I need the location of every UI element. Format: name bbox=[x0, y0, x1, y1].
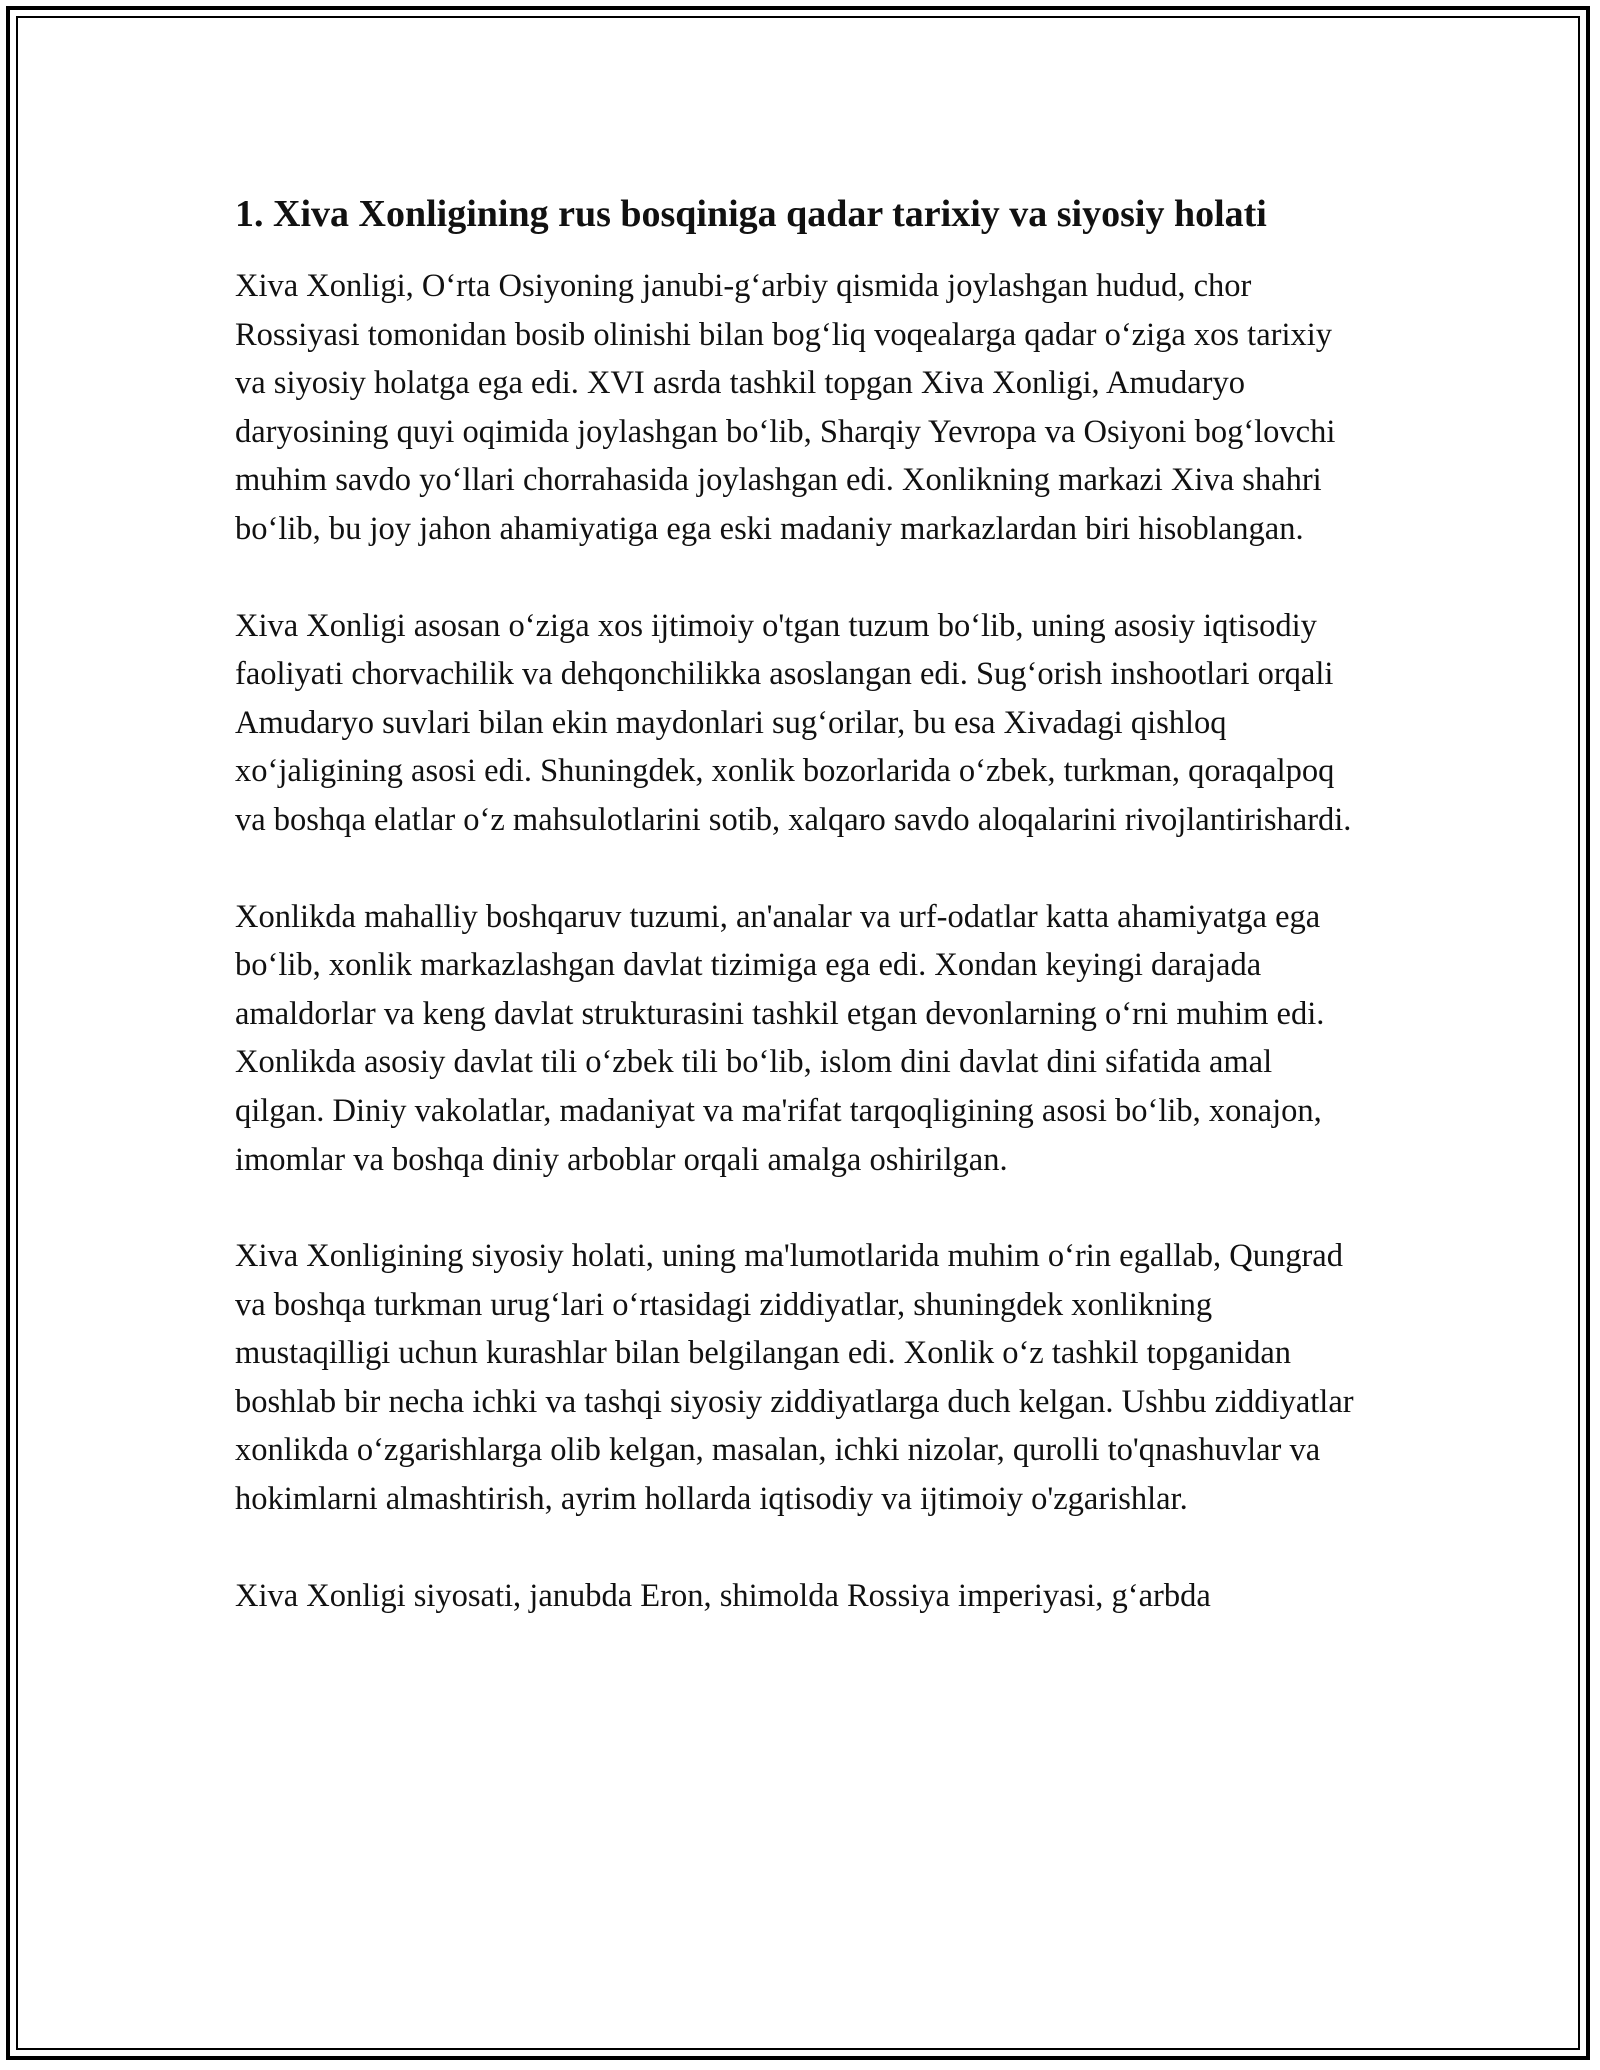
document-body bbox=[235, 182, 1365, 1668]
paragraph-3: Xonlikda mahalliy boshqaruv tuzumi, an'analar va urf-odatlar katta ahamiyatga ega bo‘lib, xonlik markazlashgan davlat tizimiga ega edi. Xondan keyingi darajada amaldorlar va keng davlat strukturasini tashkil etgan devonlarning o‘rni muhim edi. Xonlikda asosiy davlat tili o‘zbek tili bo‘lib, islom dini davlat dini sifatida amal qilgan. Diniy vakolatlar, madaniyat va ma'rifat tarqoqligining asosi bo‘lib, xonajon, imomlar va boshqa diniy arboblar orqali amalga oshirilgan. bbox=[235, 898, 1325, 1178]
paragraph-1: Xiva Xonligi, O‘rta Osiyoning janubi-g‘arbiy qismida joylashgan hudud, chor Rossiyasi tomonidan bosib olinishi bilan bog‘liq voqealarga qadar o‘ziga xos tarixiy va siyosiy holatga ega edi. XVI asrda tashkil topgan Xiva Xonligi, Amudaryo daryosining quyi oqimida joylashgan bo‘lib, Sharqiy Yevropa va Osiyoni bog‘lovchi muhim savdo yo‘llari chorrahasida joylashgan edi. Xonlikning markazi Xiva shahri bo‘lib, bu joy jahon ahamiyatiga ega eski madaniy markazlardan biri hisoblangan. bbox=[235, 268, 1336, 547]
paragraph-2: Xiva Xonligi asosan o‘ziga xos ijtimoiy o'tgan tuzum bo‘lib, uning asosiy iqtisodiy faoliyati chorvachilik va dehqonchilikka asoslangan edi. Sug‘orish inshootlari orqali Amudaryo suvlari bilan ekin maydonlari sug‘orilar, bu esa Xivadagi qishloq xo‘jaligining asosi edi. Shuningdek, xonlik bozorlarida o‘zbek, turkman, qoraqalpoq va boshqa elatlar o‘z mahsulotlarini sotib, xalqaro savdo aloqalarini rivojlantirishardi. bbox=[235, 607, 1352, 838]
section-heading: 1. Xiva Xonligining rus bosqiniga qadar tarixiy va siyosiy holati bbox=[235, 193, 1267, 235]
paragraph-4: Xiva Xonligining siyosiy holati, uning ma'lumotlarida muhim o‘rin egallab, Qungrad va boshqa turkman urug‘lari o‘rtasidagi ziddiyatlar, shuningdek xonlikning mustaqilligi uchun kurashlar bilan belgilangan edi. Xonlik o‘z tashkil topganidan boshlab bir necha ichki va tashqi siyosiy ziddiyatlarga duch kelgan. Ushbu ziddiyatlar xonlikda o‘zgarishlarga olib kelgan, masalan, ichki nizolar, qurolli to'qnashuvlar va hokimlarni almashtirish, ayrim hollarda iqtisodiy va ijtimoiy o'zgarishlar. bbox=[235, 1238, 1354, 1518]
paragraph-5: Xiva Xonligi siyosati, janubda Eron, shimolda Rossiya imperiyasi, g‘arbda bbox=[235, 1577, 1211, 1614]
